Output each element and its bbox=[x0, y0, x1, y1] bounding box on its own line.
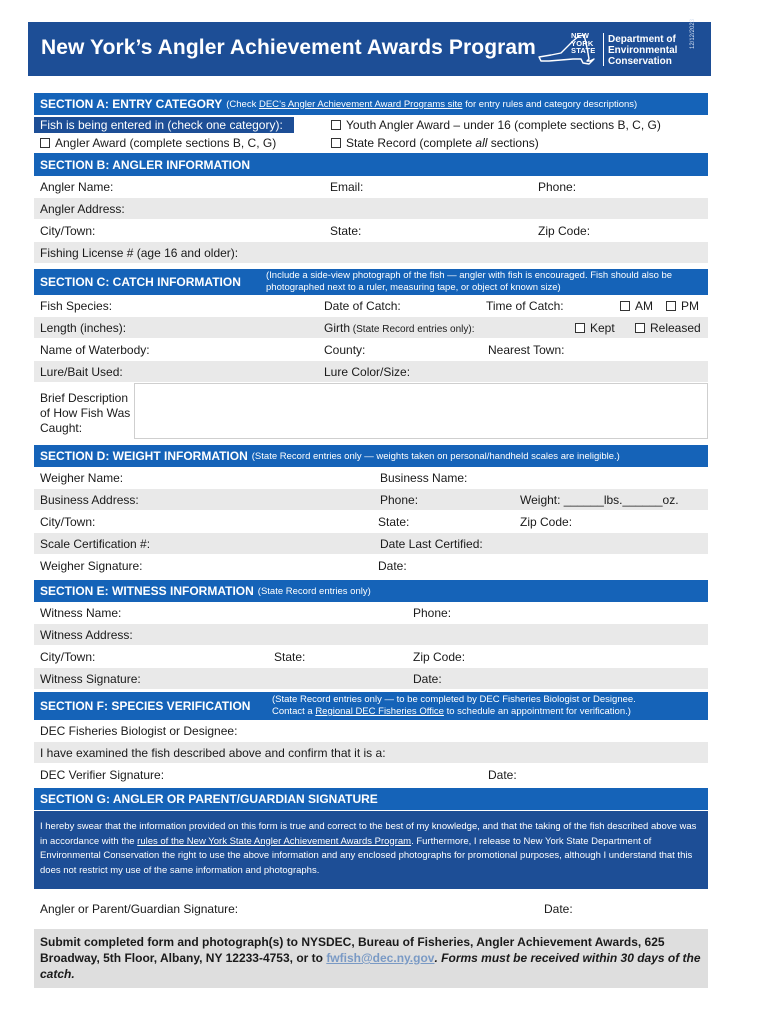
entry-form bbox=[34, 93, 708, 988]
youth-angler-checkbox[interactable] bbox=[331, 120, 341, 130]
date-last-certified-field[interactable]: Date Last Certified: bbox=[380, 537, 483, 551]
nys-word-3: STATE bbox=[571, 46, 596, 55]
section-c-header bbox=[34, 269, 708, 295]
angler-city-row bbox=[34, 220, 708, 242]
angler-phone-field[interactable]: Phone: bbox=[538, 180, 577, 194]
pm-label: PM bbox=[681, 299, 699, 313]
fishing-license-field[interactable]: Fishing License # (age 16 and older): bbox=[40, 246, 239, 260]
witness-address-field[interactable]: Witness Address: bbox=[40, 628, 133, 642]
released-label: Released bbox=[650, 321, 701, 335]
section-f-note bbox=[272, 694, 636, 718]
pm-option[interactable] bbox=[666, 299, 699, 313]
business-zip-field[interactable]: Zip Code: bbox=[520, 515, 573, 529]
catch-description-input[interactable] bbox=[134, 383, 708, 439]
species-confirm-field[interactable]: I have examined the fish described above and confirm that it is a: bbox=[40, 746, 386, 760]
submit-text: Submit completed form and photograph(s) to NYSDEC, Bureau of Fisheries, Angler Achievement Awards, 625 Broadway, 5th Floor, Albany, NY 12233-4753, or to bbox=[40, 935, 665, 965]
page-title: New York’s Angler Achievement Awards Program bbox=[41, 36, 536, 59]
section-b-title: SECTION B: ANGLER INFORMATION bbox=[40, 157, 250, 172]
witness-city-row bbox=[34, 646, 708, 668]
declaration-part-1: I hereby swear that the information provided on this form is true and correct to the best of my knowledge, and that the taking of the fish described above was in accordance with the bbox=[40, 821, 697, 847]
weight-field[interactable]: Weight: ______lbs.______oz. bbox=[520, 493, 679, 507]
weigher-name-field[interactable]: Weigher Name: bbox=[40, 471, 124, 485]
waterbody-field[interactable]: Name of Waterbody: bbox=[40, 343, 150, 357]
dec-name-line-1: Department of bbox=[608, 34, 676, 45]
weigher-date-field[interactable]: Date: bbox=[378, 559, 407, 573]
dec-name-line-3: Conservation bbox=[608, 56, 672, 67]
catch-length-row bbox=[34, 317, 708, 339]
kept-checkbox[interactable] bbox=[575, 323, 585, 333]
girth-field[interactable] bbox=[324, 321, 475, 335]
kept-option[interactable] bbox=[575, 321, 615, 335]
am-label: AM bbox=[635, 299, 653, 313]
catch-waterbody-row bbox=[34, 339, 708, 361]
section-e-title: SECTION E: WITNESS INFORMATION bbox=[40, 584, 254, 598]
section-c-title: SECTION C: CATCH INFORMATION bbox=[40, 275, 241, 289]
section-e-header bbox=[34, 580, 708, 602]
angler-city-field[interactable]: City/Town: bbox=[40, 224, 96, 238]
category-prompt: Fish is being entered in (check one category): bbox=[34, 117, 294, 133]
section-e-note: (State Record entries only) bbox=[257, 585, 371, 597]
time-of-catch-field[interactable]: Time of Catch: bbox=[486, 299, 564, 313]
catch-description-row bbox=[34, 383, 708, 439]
angler-state-field[interactable]: State: bbox=[330, 224, 362, 238]
catch-description-label: Brief Description of How Fish Was Caught: bbox=[40, 391, 131, 435]
witness-date-field[interactable]: Date: bbox=[413, 672, 442, 686]
pm-checkbox[interactable] bbox=[666, 301, 676, 311]
lure-color-size-field[interactable]: Lure Color/Size: bbox=[324, 365, 411, 379]
witness-zip-field[interactable]: Zip Code: bbox=[413, 650, 466, 664]
nearest-town-field[interactable]: Nearest Town: bbox=[488, 343, 565, 357]
angler-address-row bbox=[34, 198, 708, 220]
section-b-header bbox=[34, 153, 708, 176]
weigher-signature-field[interactable]: Weigher Signature: bbox=[40, 559, 143, 573]
weigher-signature-row bbox=[34, 555, 708, 577]
section-c-note: (Include a side-view photograph of the fish — angler with fish is encouraged. Fish should also be photographed next to a ruler, measuring tape, or object of known size) bbox=[266, 270, 673, 293]
business-address-field[interactable]: Business Address: bbox=[40, 493, 139, 507]
am-checkbox[interactable] bbox=[620, 301, 630, 311]
verifier-date-field[interactable]: Date: bbox=[488, 768, 517, 782]
angler-award-checkbox[interactable] bbox=[40, 138, 50, 148]
witness-state-field[interactable]: State: bbox=[274, 650, 306, 664]
section-a-header bbox=[34, 93, 708, 115]
angler-address-field[interactable]: Angler Address: bbox=[40, 202, 125, 216]
business-city-row bbox=[34, 511, 708, 533]
dec-name-line-2: Environmental bbox=[608, 45, 678, 56]
witness-phone-field[interactable]: Phone: bbox=[413, 606, 452, 620]
nys-word-2: YORK bbox=[571, 38, 594, 48]
witness-name-row bbox=[34, 602, 708, 624]
section-a-note-prefix: (Check bbox=[226, 98, 259, 110]
catch-species-row bbox=[34, 295, 708, 317]
regional-office-link[interactable]: Regional DEC Fisheries Office bbox=[315, 706, 444, 717]
nys-logo-text bbox=[571, 32, 595, 55]
state-record-label: State Record (complete bbox=[346, 136, 476, 150]
released-checkbox[interactable] bbox=[635, 323, 645, 333]
section-f-note-line-2: Contact a bbox=[272, 706, 316, 717]
angler-signature-field[interactable]: Angler or Parent/Guardian Signature: bbox=[40, 902, 239, 916]
county-field[interactable]: County: bbox=[324, 343, 366, 357]
angler-name-field[interactable]: Angler Name: bbox=[40, 180, 114, 194]
fish-species-field[interactable]: Fish Species: bbox=[40, 299, 113, 313]
submit-deadline: . Forms must be received within 30 days of the catch. bbox=[40, 951, 701, 981]
angler-award-label: Angler Award (complete sections B, C, G) bbox=[55, 136, 277, 150]
kept-label: Kept bbox=[590, 321, 615, 335]
section-f-header bbox=[34, 692, 708, 720]
angler-award-option[interactable] bbox=[40, 136, 276, 150]
angler-name-row bbox=[34, 176, 708, 198]
section-g-title: SECTION G: ANGLER OR PARENT/GUARDIAN SIGNATURE bbox=[40, 792, 378, 806]
section-f-note-line-2-suffix: to schedule an appointment for verification.) bbox=[443, 706, 631, 717]
girth-note: (State Record entries only): bbox=[350, 324, 475, 335]
submit-email-link[interactable]: fwfish@dec.ny.gov bbox=[326, 951, 435, 965]
business-city-field[interactable]: City/Town: bbox=[40, 515, 96, 529]
dec-logo-text bbox=[608, 34, 677, 67]
biologist-field[interactable]: DEC Fisheries Biologist or Designee: bbox=[40, 724, 238, 738]
verifier-signature-field[interactable]: DEC Verifier Signature: bbox=[40, 768, 165, 782]
business-name-field[interactable]: Business Name: bbox=[380, 471, 468, 485]
angler-signature-row bbox=[34, 897, 708, 921]
section-a-note bbox=[226, 99, 637, 110]
program-rules-link[interactable]: rules of the New York State Angler Achievement Awards Program bbox=[137, 835, 412, 847]
scale-certification-field[interactable]: Scale Certification #: bbox=[40, 537, 151, 551]
logo-divider bbox=[603, 33, 604, 66]
state-record-emphasis: all bbox=[475, 136, 488, 150]
fishing-license-row bbox=[34, 242, 708, 264]
dec-awards-site-link[interactable]: DEC’s Angler Achievement Award Programs site bbox=[258, 98, 463, 110]
submit-instructions bbox=[34, 929, 708, 988]
section-f-title: SECTION F: SPECIES VERIFICATION bbox=[40, 699, 251, 713]
catch-lure-row bbox=[34, 361, 708, 383]
business-phone-field[interactable]: Phone: bbox=[380, 493, 419, 507]
business-state-field[interactable]: State: bbox=[378, 515, 410, 529]
declaration-text bbox=[34, 811, 708, 889]
section-g-header bbox=[34, 788, 708, 810]
state-record-label-suffix: sections) bbox=[487, 136, 539, 150]
youth-angler-label: Youth Angler Award – under 16 (complete sections B, C, G) bbox=[346, 118, 661, 132]
lure-bait-field[interactable]: Lure/Bait Used: bbox=[40, 365, 123, 379]
verifier-signature-row bbox=[34, 764, 708, 786]
am-option[interactable] bbox=[620, 299, 653, 313]
witness-signature-row bbox=[34, 668, 708, 690]
witness-city-field[interactable]: City/Town: bbox=[40, 650, 96, 664]
section-d-title: SECTION D: WEIGHT INFORMATION bbox=[40, 449, 248, 463]
youth-angler-option[interactable] bbox=[331, 118, 661, 132]
state-record-option[interactable] bbox=[331, 136, 539, 150]
girth-label: Girth bbox=[324, 321, 351, 335]
angler-email-field[interactable]: Email: bbox=[330, 180, 364, 194]
witness-name-field[interactable]: Witness Name: bbox=[40, 606, 122, 620]
section-a-note-suffix: for entry rules and category descriptions) bbox=[462, 98, 638, 110]
date-of-catch-field[interactable]: Date of Catch: bbox=[324, 299, 401, 313]
biologist-row bbox=[34, 720, 708, 742]
nys-word-1: NEW bbox=[571, 31, 590, 40]
section-d-header bbox=[34, 445, 708, 467]
section-d-note: (State Record entries only — weights taken on personal/handheld scales are ineligible.) bbox=[251, 450, 620, 462]
state-record-checkbox[interactable] bbox=[331, 138, 341, 148]
revision-date: 12/12/2023 bbox=[690, 18, 696, 49]
angler-zip-field[interactable]: Zip Code: bbox=[538, 224, 591, 238]
released-option[interactable] bbox=[635, 321, 701, 335]
section-a-title: SECTION A: ENTRY CATEGORY bbox=[40, 97, 223, 111]
declaration-part-2: . Furthermore, I release to New York State Department of Environmental Conservation the right to use the above information and any enclosed photographs for promotional purposes, although I understand that this does not restrict my use of the same information and photographs. bbox=[40, 835, 693, 876]
length-field[interactable]: Length (inches): bbox=[40, 321, 127, 335]
weigher-name-row bbox=[34, 467, 708, 489]
species-confirm-row bbox=[34, 742, 708, 764]
angler-signature-date-field[interactable]: Date: bbox=[544, 902, 573, 916]
witness-signature-field[interactable]: Witness Signature: bbox=[40, 672, 141, 686]
business-address-row bbox=[34, 489, 708, 511]
scale-cert-row bbox=[34, 533, 708, 555]
section-a-options bbox=[34, 115, 708, 151]
witness-address-row bbox=[34, 624, 708, 646]
section-f-note-line-1: (State Record entries only — to be completed by DEC Fisheries Biologist or Designee. bbox=[272, 694, 636, 705]
header-banner bbox=[28, 18, 711, 76]
